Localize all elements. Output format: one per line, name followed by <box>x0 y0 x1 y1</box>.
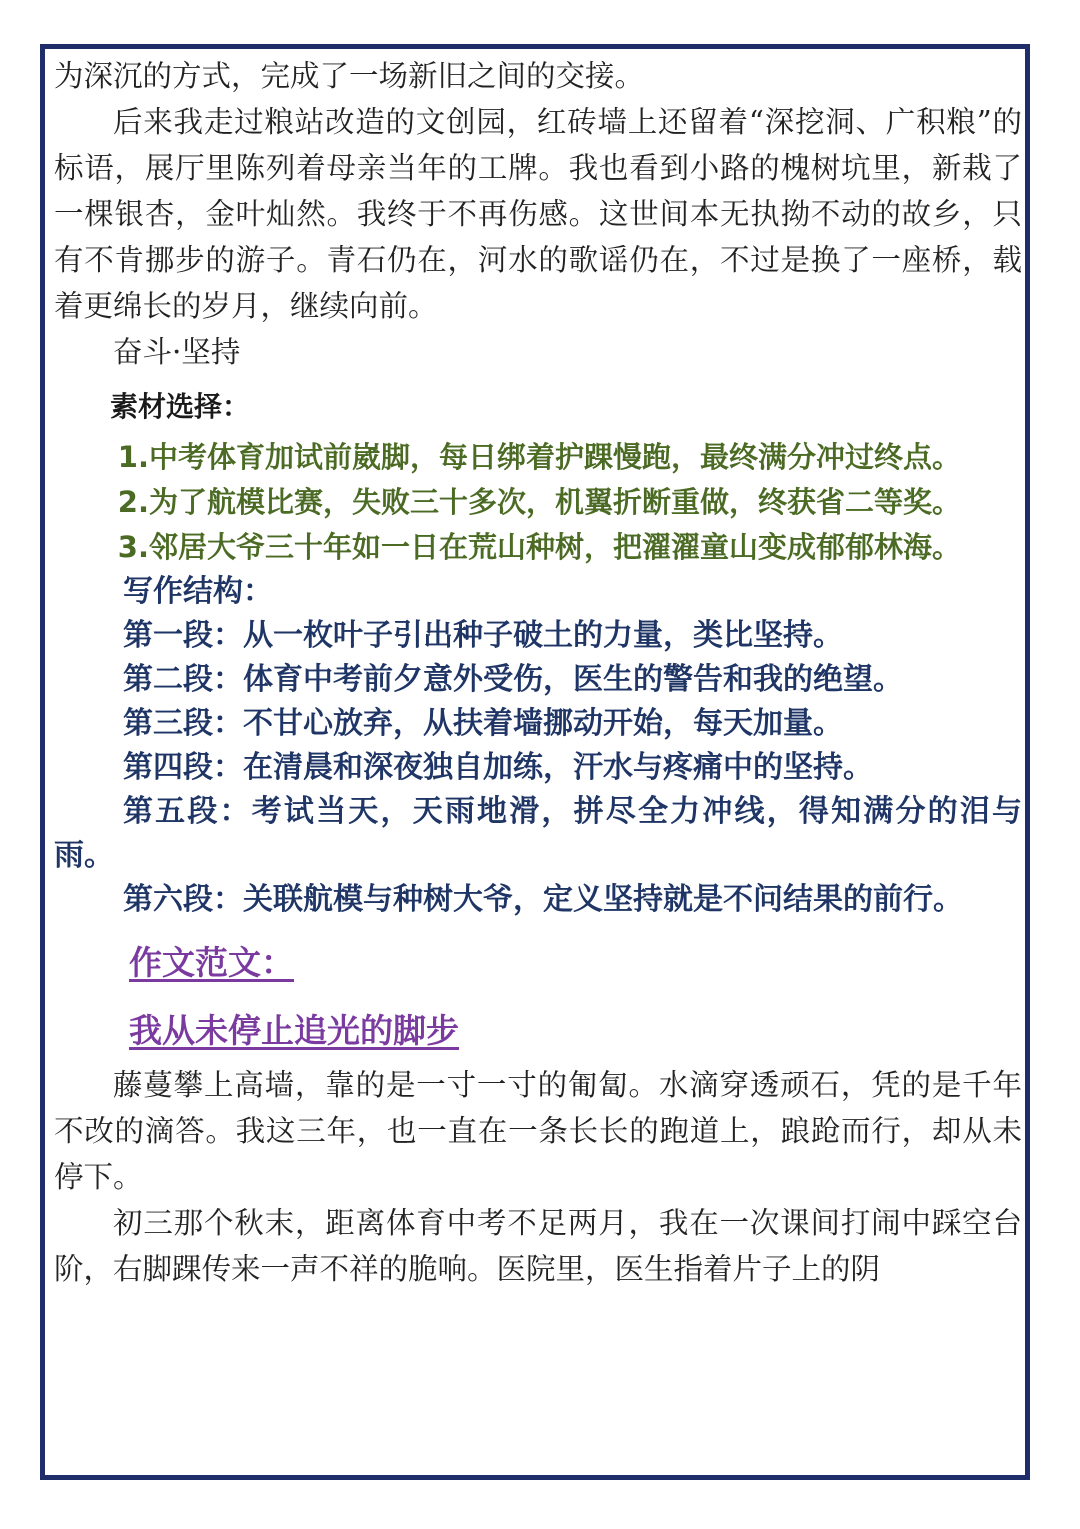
essay-paragraph: 为深沉的方式，完成了一场新旧之间的交接。 <box>54 59 645 93</box>
material-item: 2.为了航模比赛，失败三十多次，机翼折断重做，终获省二等奖。 <box>117 485 961 519</box>
structure-item: 第四段：在清晨和深夜独自加练，汗水与疼痛中的坚持。 <box>123 750 873 785</box>
sample-paragraph: 藤蔓攀上高墙，靠的是一寸一寸的匍匐。水滴穿透顽石，凭的是千年不改的滴答。我这三年，也一直在一条长长的跑道上，踉跄而行，却从未停下。 <box>54 1068 1022 1194</box>
topic-label: 奋斗·坚持 <box>113 335 241 369</box>
sample-title: 我从未停止追光的脚步 <box>129 1011 459 1050</box>
structure-item: 第三段：不甘心放弃，从扶着墙挪动开始，每天加量。 <box>123 706 843 741</box>
material-item: 3.邻居大爷三十年如一日在荒山种树，把濯濯童山变成郁郁林海。 <box>117 530 961 564</box>
material-item: 1.中考体育加试前崴脚，每日绑着护踝慢跑，最终满分冲过终点。 <box>117 440 961 474</box>
structure-heading: 写作结构： <box>123 574 273 609</box>
structure-item: 第二段：体育中考前夕意外受伤，医生的警告和我的绝望。 <box>123 662 903 697</box>
document-frame <box>40 44 1030 1480</box>
essay-paragraph: 后来我走过粮站改造的文创园，红砖墙上还留着“深挖洞、广积粮”的标语，展厅里陈列着母亲当年的工牌。我也看到小路的槐树坑里，新栽了一棵银杏，金叶灿然。我终于不再伤感。这世间本无执拗不动的故乡，只有不肯挪步的游子。青石仍在，河水的歌谣仍在，不过是换了一座桥，载着更绵长的岁月，继续向前。 <box>54 105 1022 323</box>
document-body <box>54 53 1022 1292</box>
materials-heading: 素材选择： <box>110 390 251 423</box>
sample-label: 作文范文： <box>129 943 294 982</box>
structure-item: 第五段：考试当天，天雨地滑，拼尽全力冲线，得知满分的泪与雨。 <box>54 794 1022 873</box>
sample-paragraph: 初三那个秋末，距离体育中考不足两月，我在一次课间打闹中踩空台阶，右脚踝传来一声不祥的脆响。医院里，医生指着片子上的阴 <box>54 1206 1022 1286</box>
structure-item: 第一段：从一枚叶子引出种子破土的力量，类比坚持。 <box>123 618 843 653</box>
structure-item: 第六段：关联航模与种树大爷，定义坚持就是不问结果的前行。 <box>123 882 963 917</box>
